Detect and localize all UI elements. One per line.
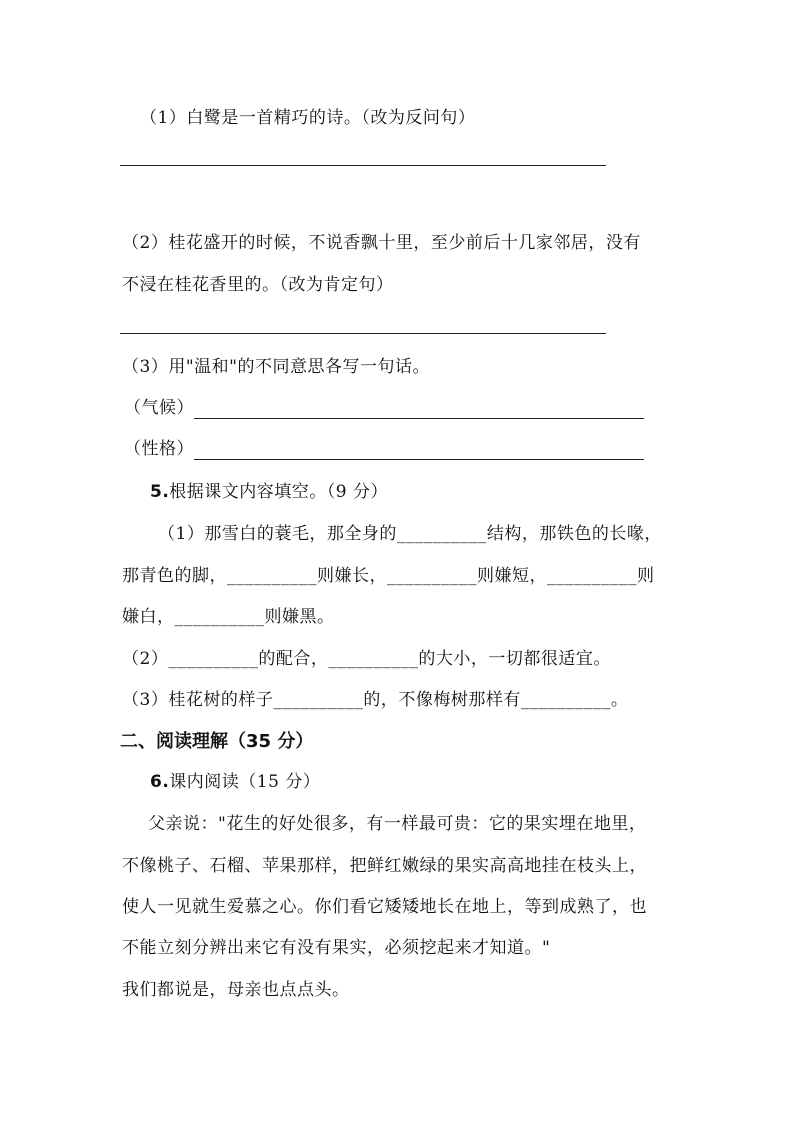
q4-item2-line1: （2）桂花盛开的时候，不说香飘十里，至少前后十几家邻居，没有 — [122, 233, 641, 253]
q4-item2-line2: 不浸在桂花香里的。（改为肯定句） — [122, 275, 394, 295]
q5-item1-line2: 那青色的脚，__________则嫌长，__________则嫌短，__________则 — [122, 566, 655, 586]
q6-passage-line-1: 父亲说："花生的好处很多，有一样最可贵：它的果实埋在地里， — [148, 814, 647, 834]
q4-item3-text: （3）用"温和"的不同意思各写一句话。 — [122, 357, 430, 377]
q5-item1-line3: 嫌白，__________则嫌黑。 — [122, 607, 335, 627]
q5-item2: （2）__________的配合，__________的大小，一切都很适宜。 — [122, 649, 611, 669]
section2-title: 二、阅读理解（35 分） — [120, 731, 314, 752]
q6-title: 课内阅读（15 分） — [169, 772, 321, 792]
q4-item2-answer-line[interactable] — [120, 333, 606, 334]
q4-item3-personality-line[interactable] — [194, 459, 644, 460]
q5-heading — [150, 482, 388, 502]
q6-heading — [150, 772, 320, 792]
q4-item3-climate-prompt[interactable]: （气候） — [124, 398, 194, 418]
q6-passage-line-4: 不能立刻分辨出来它有没有果实，必须挖起来才知道。" — [122, 938, 551, 958]
q6-passage-line-2: 不像桃子、石榴、苹果那样，把鲜红嫩绿的果实高高地挂在枝头上， — [122, 856, 647, 876]
q4-item3-personality-prompt[interactable]: （性格） — [124, 439, 194, 459]
q6-passage-line-5: 我们都说是，母亲也点点头。 — [122, 980, 350, 1000]
q5-item3: （3）桂花树的样子__________的，不像梅树那样有__________。 — [122, 690, 629, 710]
q6-passage-line-3: 使人一见就生爱慕之心。你们看它矮矮地长在地上，等到成熟了，也 — [122, 897, 647, 917]
q4-item1-answer-line[interactable] — [120, 165, 606, 166]
q5-title: 根据课文内容填空。（9 分） — [169, 482, 389, 502]
q5-number: 5. — [150, 482, 170, 502]
q4-item1-text: （1）白鹭是一首精巧的诗。（改为反问句） — [140, 108, 476, 128]
q6-number: 6. — [150, 772, 170, 792]
q4-item3-climate-line[interactable] — [194, 418, 644, 419]
q5-item1-line1: （1）那雪白的蓑毛，那全身的__________结构，那铁色的长喙， — [158, 524, 662, 544]
